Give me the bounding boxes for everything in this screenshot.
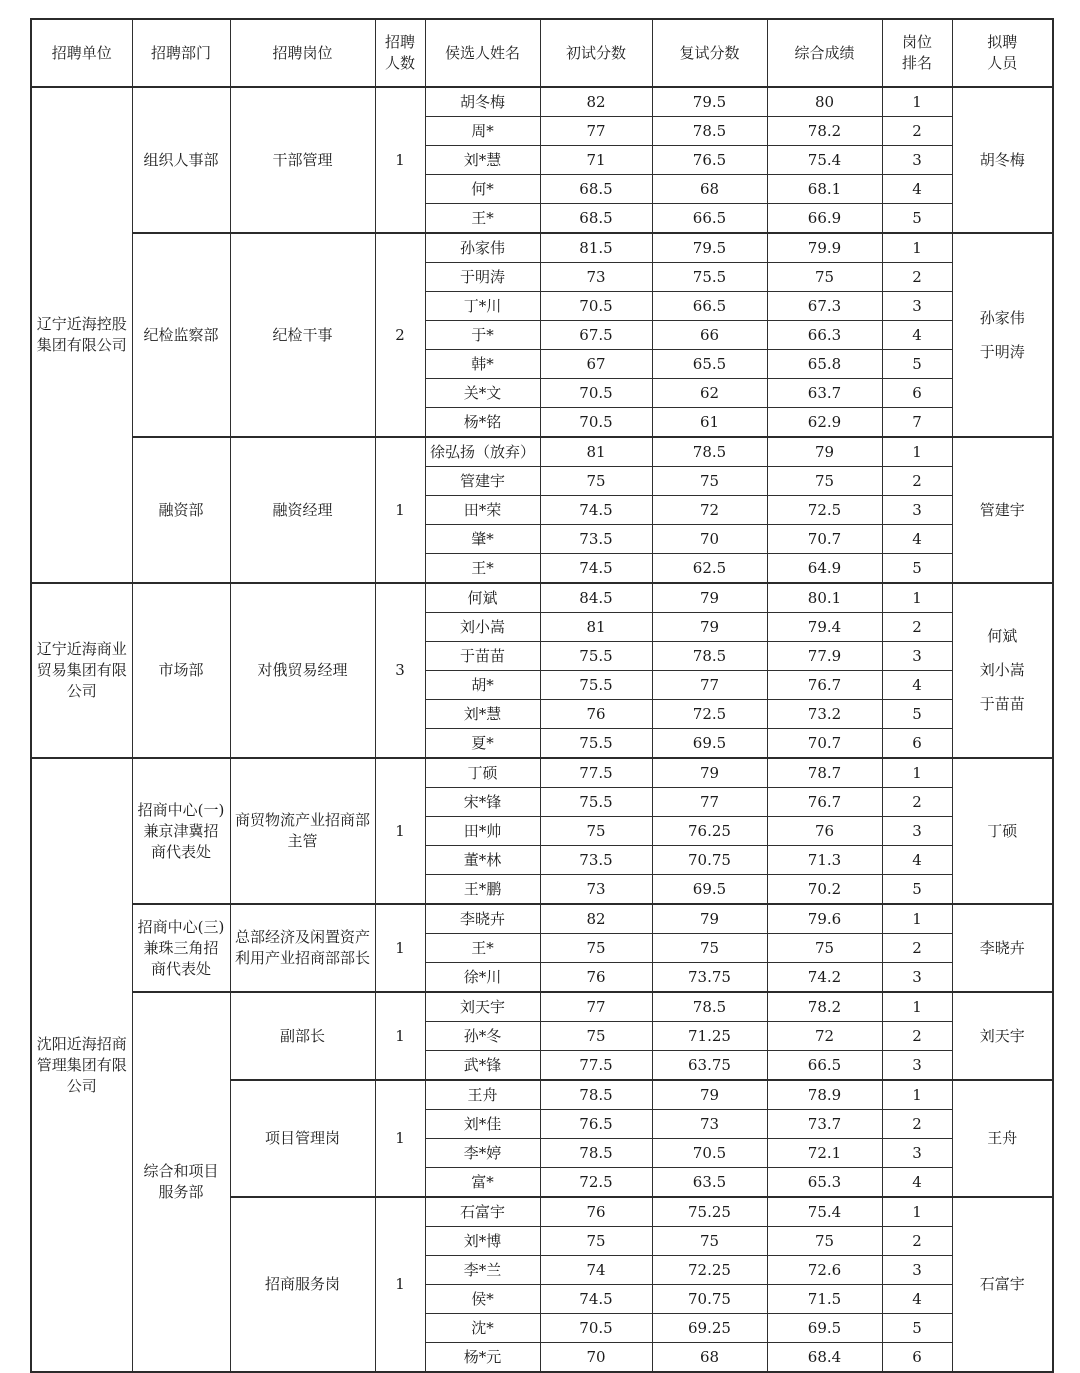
overall-score-cell: 65.8: [767, 350, 882, 379]
first-test-score-cell: 75.5: [540, 788, 652, 817]
overall-score-cell: 75.4: [767, 1197, 882, 1227]
overall-score-cell: 71.5: [767, 1285, 882, 1314]
proposed-hire-cell: [952, 233, 1053, 437]
candidate-name-cell: 刘*慧: [425, 146, 540, 175]
recruitment-table: [30, 18, 1054, 1373]
candidate-name-cell: 宋*锋: [425, 788, 540, 817]
second-test-score-cell: 79.5: [652, 87, 767, 117]
second-test-score-cell: 77: [652, 788, 767, 817]
proposed-hire-cell: [952, 992, 1053, 1080]
first-test-score-cell: 84.5: [540, 583, 652, 613]
rank-cell: 2: [882, 788, 952, 817]
first-test-score-cell: 70.5: [540, 1314, 652, 1343]
overall-score-cell: 67.3: [767, 292, 882, 321]
first-test-score-cell: 70.5: [540, 292, 652, 321]
rank-cell: 4: [882, 671, 952, 700]
position-title-cell: 商贸物流产业招商部主管: [230, 758, 375, 904]
rank-cell: 2: [882, 1227, 952, 1256]
proposed-hire-cell: [952, 87, 1053, 233]
overall-score-cell: 72.5: [767, 496, 882, 525]
candidate-name-cell: 于苗苗: [425, 642, 540, 671]
proposed-hire-cell: [952, 1080, 1053, 1197]
candidate-name-cell: 孙家伟: [425, 233, 540, 263]
position-title-cell: 对俄贸易经理: [230, 583, 375, 758]
overall-score-cell: 70.7: [767, 729, 882, 759]
candidate-name-cell: 于明涛: [425, 263, 540, 292]
overall-score-cell: 72.1: [767, 1139, 882, 1168]
candidate-name-cell: 韩*: [425, 350, 540, 379]
second-test-score-cell: 79: [652, 758, 767, 788]
rank-cell: 2: [882, 467, 952, 496]
second-test-score-cell: 79.5: [652, 233, 767, 263]
second-test-score-cell: 75: [652, 467, 767, 496]
headcount-cell: 1: [375, 1197, 425, 1372]
candidate-name-cell: 王舟: [425, 1080, 540, 1110]
candidate-name-cell: 刘小嵩: [425, 613, 540, 642]
candidate-name-cell: 侯*: [425, 1285, 540, 1314]
rank-cell: 2: [882, 934, 952, 963]
candidate-name-cell: 李*兰: [425, 1256, 540, 1285]
rank-cell: 3: [882, 642, 952, 671]
headcount-cell: 1: [375, 1080, 425, 1197]
candidate-name-cell: 田*荣: [425, 496, 540, 525]
candidate-name-cell: 胡冬梅: [425, 87, 540, 117]
second-test-score-cell: 70.75: [652, 1285, 767, 1314]
rank-cell: 1: [882, 233, 952, 263]
rank-cell: 3: [882, 496, 952, 525]
proposed-hire-name: 孙家伟: [979, 308, 1025, 327]
position-title-cell: 副部长: [230, 992, 375, 1080]
second-test-score-cell: 75: [652, 934, 767, 963]
candidate-row: [31, 583, 1053, 613]
proposed-hire-name: 管建宇: [979, 500, 1025, 519]
first-test-score-cell: 73.5: [540, 525, 652, 554]
rank-cell: 4: [882, 321, 952, 350]
first-test-score-cell: 78.5: [540, 1139, 652, 1168]
overall-score-cell: 79.9: [767, 233, 882, 263]
column-header: 复试分数: [652, 19, 767, 87]
first-test-score-cell: 73.5: [540, 846, 652, 875]
column-header: 招聘单位: [31, 19, 132, 87]
second-test-score-cell: 78.5: [652, 117, 767, 146]
rank-cell: 2: [882, 1022, 952, 1051]
first-test-score-cell: 74: [540, 1256, 652, 1285]
candidate-name-cell: 杨*铭: [425, 408, 540, 438]
overall-score-cell: 66.9: [767, 204, 882, 234]
candidate-name-cell: 何斌: [425, 583, 540, 613]
second-test-score-cell: 70.5: [652, 1139, 767, 1168]
candidate-name-cell: 徐弘扬（放弃）: [425, 437, 540, 467]
candidate-name-cell: 王*: [425, 554, 540, 584]
candidate-name-cell: 刘*慧: [425, 700, 540, 729]
second-test-score-cell: 70: [652, 525, 767, 554]
recruiting-unit-cell: 沈阳近海招商管理集团有限公司: [31, 758, 132, 1372]
proposed-hire-name: 刘天宇: [979, 1026, 1025, 1045]
first-test-score-cell: 82: [540, 904, 652, 934]
candidate-name-cell: 杨*元: [425, 1343, 540, 1373]
candidate-row: [31, 904, 1053, 934]
candidate-name-cell: 王*鹏: [425, 875, 540, 905]
second-test-score-cell: 63.5: [652, 1168, 767, 1198]
column-header: 初试分数: [540, 19, 652, 87]
position-title-cell: 总部经济及闲置资产利用产业招商部部长: [230, 904, 375, 992]
overall-score-cell: 78.2: [767, 992, 882, 1022]
second-test-score-cell: 79: [652, 1080, 767, 1110]
overall-score-cell: 75: [767, 1227, 882, 1256]
overall-score-cell: 73.2: [767, 700, 882, 729]
department-cell: 纪检监察部: [132, 233, 230, 437]
overall-score-cell: 66.5: [767, 1051, 882, 1081]
second-test-score-cell: 69.5: [652, 875, 767, 905]
overall-score-cell: 73.7: [767, 1110, 882, 1139]
column-header: 岗位 排名: [882, 19, 952, 87]
second-test-score-cell: 62.5: [652, 554, 767, 584]
first-test-score-cell: 75.5: [540, 671, 652, 700]
proposed-hire-name: 丁硕: [987, 821, 1018, 840]
rank-cell: 2: [882, 613, 952, 642]
second-test-score-cell: 63.75: [652, 1051, 767, 1081]
overall-score-cell: 62.9: [767, 408, 882, 438]
overall-score-cell: 74.2: [767, 963, 882, 993]
first-test-score-cell: 75: [540, 1227, 652, 1256]
first-test-score-cell: 82: [540, 87, 652, 117]
proposed-hire-cell: [952, 1197, 1053, 1372]
rank-cell: 1: [882, 904, 952, 934]
column-header: 拟聘 人员: [952, 19, 1053, 87]
overall-score-cell: 76.7: [767, 788, 882, 817]
candidate-name-cell: 刘*佳: [425, 1110, 540, 1139]
overall-score-cell: 79.6: [767, 904, 882, 934]
second-test-score-cell: 69.5: [652, 729, 767, 759]
second-test-score-cell: 79: [652, 583, 767, 613]
first-test-score-cell: 77: [540, 992, 652, 1022]
rank-cell: 2: [882, 263, 952, 292]
rank-cell: 1: [882, 1197, 952, 1227]
rank-cell: 1: [882, 992, 952, 1022]
candidate-name-cell: 刘*博: [425, 1227, 540, 1256]
column-header: 招聘部门: [132, 19, 230, 87]
recruitment-results-document: [30, 18, 1054, 1373]
overall-score-cell: 65.3: [767, 1168, 882, 1198]
candidate-name-cell: 丁*川: [425, 292, 540, 321]
overall-score-cell: 79: [767, 437, 882, 467]
first-test-score-cell: 81: [540, 613, 652, 642]
rank-cell: 3: [882, 292, 952, 321]
proposed-hire-cell: [952, 758, 1053, 904]
department-cell: 招商中心(三)兼珠三角招商代表处: [132, 904, 230, 992]
second-test-score-cell: 72.25: [652, 1256, 767, 1285]
candidate-name-cell: 孙*冬: [425, 1022, 540, 1051]
candidate-name-cell: 夏*: [425, 729, 540, 759]
first-test-score-cell: 74.5: [540, 1285, 652, 1314]
overall-score-cell: 68.4: [767, 1343, 882, 1373]
column-header: 综合成绩: [767, 19, 882, 87]
candidate-row: [31, 758, 1053, 788]
candidate-row: [31, 437, 1053, 467]
second-test-score-cell: 65.5: [652, 350, 767, 379]
candidate-name-cell: 肇*: [425, 525, 540, 554]
headcount-cell: 1: [375, 437, 425, 583]
candidate-row: [31, 992, 1053, 1022]
candidate-name-cell: 丁硕: [425, 758, 540, 788]
first-test-score-cell: 76: [540, 963, 652, 993]
rank-cell: 3: [882, 1051, 952, 1081]
second-test-score-cell: 78.5: [652, 992, 767, 1022]
second-test-score-cell: 76.5: [652, 146, 767, 175]
position-title-cell: 干部管理: [230, 87, 375, 233]
rank-cell: 1: [882, 758, 952, 788]
overall-score-cell: 77.9: [767, 642, 882, 671]
first-test-score-cell: 76: [540, 1197, 652, 1227]
candidate-name-cell: 刘天宇: [425, 992, 540, 1022]
recruiting-unit-cell: 辽宁近海商业贸易集团有限公司: [31, 583, 132, 758]
second-test-score-cell: 66.5: [652, 204, 767, 234]
overall-score-cell: 69.5: [767, 1314, 882, 1343]
candidate-name-cell: 徐*川: [425, 963, 540, 993]
results-table-body: [31, 87, 1053, 1372]
first-test-score-cell: 75.5: [540, 642, 652, 671]
position-title-cell: 招商服务岗: [230, 1197, 375, 1372]
department-cell: 融资部: [132, 437, 230, 583]
rank-cell: 5: [882, 554, 952, 584]
rank-cell: 3: [882, 1139, 952, 1168]
headcount-cell: 1: [375, 904, 425, 992]
overall-score-cell: 75: [767, 263, 882, 292]
overall-score-cell: 75: [767, 934, 882, 963]
second-test-score-cell: 68: [652, 175, 767, 204]
rank-cell: 1: [882, 583, 952, 613]
overall-score-cell: 70.7: [767, 525, 882, 554]
first-test-score-cell: 81: [540, 437, 652, 467]
first-test-score-cell: 70.5: [540, 408, 652, 438]
second-test-score-cell: 79: [652, 904, 767, 934]
rank-cell: 6: [882, 379, 952, 408]
rank-cell: 5: [882, 204, 952, 234]
second-test-score-cell: 70.75: [652, 846, 767, 875]
candidate-row: [31, 233, 1053, 263]
overall-score-cell: 76: [767, 817, 882, 846]
overall-score-cell: 72.6: [767, 1256, 882, 1285]
second-test-score-cell: 72: [652, 496, 767, 525]
second-test-score-cell: 75.25: [652, 1197, 767, 1227]
second-test-score-cell: 77: [652, 671, 767, 700]
department-cell: 招商中心(一)兼京津冀招商代表处: [132, 758, 230, 904]
first-test-score-cell: 75.5: [540, 729, 652, 759]
second-test-score-cell: 66: [652, 321, 767, 350]
first-test-score-cell: 77: [540, 117, 652, 146]
rank-cell: 2: [882, 1110, 952, 1139]
column-header: 招聘 人数: [375, 19, 425, 87]
first-test-score-cell: 68.5: [540, 204, 652, 234]
overall-score-cell: 68.1: [767, 175, 882, 204]
candidate-name-cell: 王*: [425, 934, 540, 963]
second-test-score-cell: 61: [652, 408, 767, 438]
overall-score-cell: 76.7: [767, 671, 882, 700]
second-test-score-cell: 72.5: [652, 700, 767, 729]
first-test-score-cell: 74.5: [540, 496, 652, 525]
second-test-score-cell: 75: [652, 1227, 767, 1256]
column-header: 招聘岗位: [230, 19, 375, 87]
second-test-score-cell: 62: [652, 379, 767, 408]
first-test-score-cell: 75: [540, 1022, 652, 1051]
second-test-score-cell: 78.5: [652, 642, 767, 671]
first-test-score-cell: 67.5: [540, 321, 652, 350]
first-test-score-cell: 81.5: [540, 233, 652, 263]
second-test-score-cell: 73: [652, 1110, 767, 1139]
second-test-score-cell: 78.5: [652, 437, 767, 467]
candidate-row: [31, 87, 1053, 117]
overall-score-cell: 64.9: [767, 554, 882, 584]
rank-cell: 4: [882, 1285, 952, 1314]
rank-cell: 4: [882, 175, 952, 204]
overall-score-cell: 79.4: [767, 613, 882, 642]
overall-score-cell: 80: [767, 87, 882, 117]
first-test-score-cell: 71: [540, 146, 652, 175]
second-test-score-cell: 68: [652, 1343, 767, 1373]
candidate-name-cell: 董*林: [425, 846, 540, 875]
proposed-hire-cell: [952, 437, 1053, 583]
first-test-score-cell: 77.5: [540, 758, 652, 788]
department-cell: 综合和项目服务部: [132, 992, 230, 1372]
rank-cell: 3: [882, 817, 952, 846]
position-title-cell: 融资经理: [230, 437, 375, 583]
overall-score-cell: 75.4: [767, 146, 882, 175]
proposed-hire-name: 刘小嵩: [979, 661, 1025, 679]
recruiting-unit-cell: 辽宁近海控股集团有限公司: [31, 87, 132, 583]
candidate-name-cell: 王*: [425, 204, 540, 234]
proposed-hire-name: 王舟: [987, 1129, 1018, 1147]
first-test-score-cell: 76.5: [540, 1110, 652, 1139]
first-test-score-cell: 78.5: [540, 1080, 652, 1110]
candidate-name-cell: 田*帅: [425, 817, 540, 846]
header-row: [31, 19, 1053, 87]
rank-cell: 5: [882, 875, 952, 905]
overall-score-cell: 71.3: [767, 846, 882, 875]
rank-cell: 2: [882, 117, 952, 146]
rank-cell: 4: [882, 525, 952, 554]
rank-cell: 5: [882, 350, 952, 379]
overall-score-cell: 78.7: [767, 758, 882, 788]
candidate-name-cell: 周*: [425, 117, 540, 146]
rank-cell: 5: [882, 1314, 952, 1343]
column-header: 侯选人姓名: [425, 19, 540, 87]
department-cell: 市场部: [132, 583, 230, 758]
headcount-cell: 1: [375, 87, 425, 233]
department-cell: 组织人事部: [132, 87, 230, 233]
headcount-cell: 2: [375, 233, 425, 437]
overall-score-cell: 78.9: [767, 1080, 882, 1110]
overall-score-cell: 78.2: [767, 117, 882, 146]
overall-score-cell: 72: [767, 1022, 882, 1051]
first-test-score-cell: 68.5: [540, 175, 652, 204]
proposed-hire-name: 于苗苗: [979, 695, 1025, 713]
first-test-score-cell: 76: [540, 700, 652, 729]
overall-score-cell: 75: [767, 467, 882, 496]
second-test-score-cell: 75.5: [652, 263, 767, 292]
position-title-cell: 项目管理岗: [230, 1080, 375, 1197]
rank-cell: 1: [882, 87, 952, 117]
candidate-name-cell: 李晓卉: [425, 904, 540, 934]
candidate-name-cell: 关*文: [425, 379, 540, 408]
candidate-name-cell: 石富宇: [425, 1197, 540, 1227]
second-test-score-cell: 76.25: [652, 817, 767, 846]
rank-cell: 7: [882, 408, 952, 438]
candidate-name-cell: 胡*: [425, 671, 540, 700]
candidate-name-cell: 管建宇: [425, 467, 540, 496]
rank-cell: 1: [882, 437, 952, 467]
first-test-score-cell: 70.5: [540, 379, 652, 408]
first-test-score-cell: 75: [540, 467, 652, 496]
first-test-score-cell: 70: [540, 1343, 652, 1373]
rank-cell: 3: [882, 963, 952, 993]
first-test-score-cell: 75: [540, 817, 652, 846]
first-test-score-cell: 74.5: [540, 554, 652, 584]
candidate-name-cell: 李*婷: [425, 1139, 540, 1168]
proposed-hire-name: 何斌: [987, 627, 1018, 645]
overall-score-cell: 63.7: [767, 379, 882, 408]
candidate-name-cell: 于*: [425, 321, 540, 350]
first-test-score-cell: 77.5: [540, 1051, 652, 1081]
proposed-hire-cell: [952, 583, 1053, 758]
rank-cell: 6: [882, 1343, 952, 1373]
overall-score-cell: 70.2: [767, 875, 882, 905]
first-test-score-cell: 67: [540, 350, 652, 379]
candidate-name-cell: 沈*: [425, 1314, 540, 1343]
rank-cell: 6: [882, 729, 952, 759]
second-test-score-cell: 73.75: [652, 963, 767, 993]
proposed-hire-name: 胡冬梅: [979, 150, 1025, 169]
second-test-score-cell: 71.25: [652, 1022, 767, 1051]
rank-cell: 5: [882, 700, 952, 729]
position-title-cell: 纪检干事: [230, 233, 375, 437]
proposed-hire-name: 石富宇: [979, 1275, 1025, 1293]
first-test-score-cell: 72.5: [540, 1168, 652, 1198]
candidate-name-cell: 武*锋: [425, 1051, 540, 1081]
overall-score-cell: 80.1: [767, 583, 882, 613]
second-test-score-cell: 69.25: [652, 1314, 767, 1343]
second-test-score-cell: 66.5: [652, 292, 767, 321]
proposed-hire-name: 李晓卉: [979, 938, 1025, 957]
headcount-cell: 1: [375, 758, 425, 904]
rank-cell: 4: [882, 1168, 952, 1198]
first-test-score-cell: 73: [540, 875, 652, 905]
rank-cell: 3: [882, 1256, 952, 1285]
proposed-hire-cell: [952, 904, 1053, 992]
rank-cell: 3: [882, 146, 952, 175]
candidate-name-cell: 何*: [425, 175, 540, 204]
headcount-cell: 3: [375, 583, 425, 758]
second-test-score-cell: 79: [652, 613, 767, 642]
candidate-name-cell: 富*: [425, 1168, 540, 1198]
rank-cell: 4: [882, 846, 952, 875]
rank-cell: 1: [882, 1080, 952, 1110]
first-test-score-cell: 75: [540, 934, 652, 963]
overall-score-cell: 66.3: [767, 321, 882, 350]
proposed-hire-name: 于明涛: [979, 342, 1025, 361]
headcount-cell: 1: [375, 992, 425, 1080]
first-test-score-cell: 73: [540, 263, 652, 292]
